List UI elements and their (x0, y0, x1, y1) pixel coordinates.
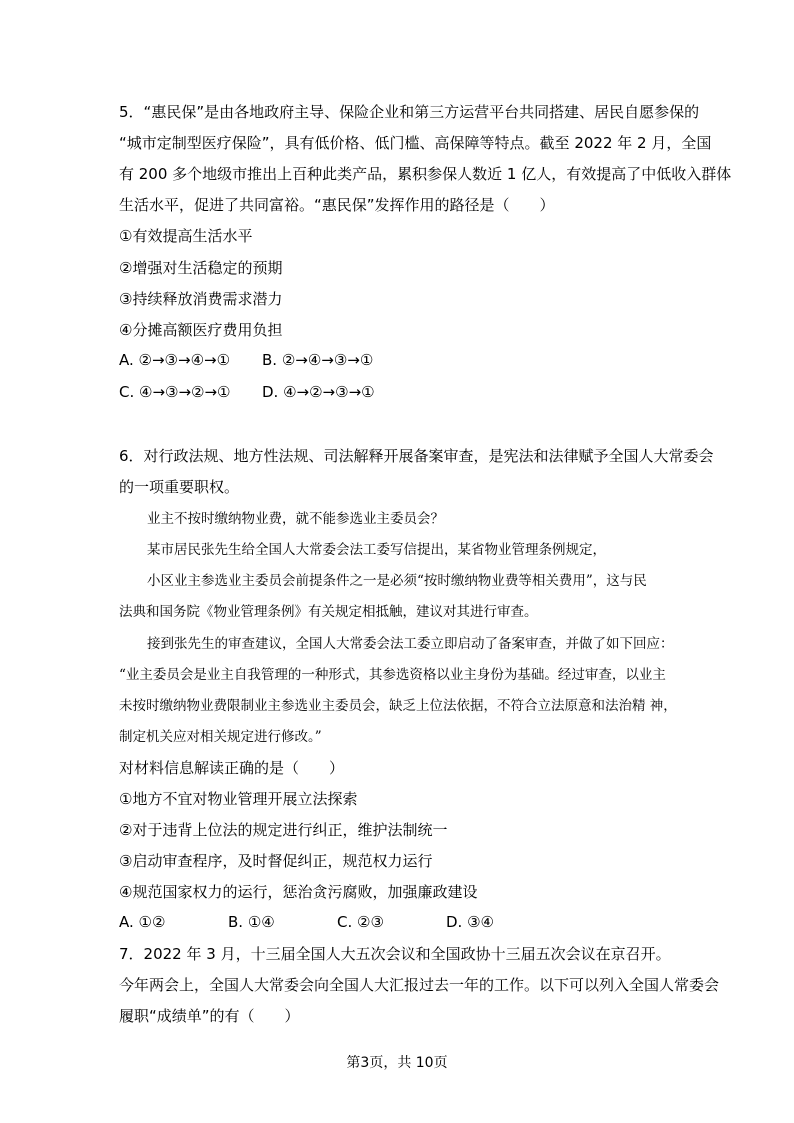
q6-option-a[interactable]: A. ①② (119, 913, 166, 931)
q5-line-1: 5．“惠民保”是由各地政府主导、保险企业和第三方运营平台共同搭建、居民自愿参保的 (119, 103, 700, 121)
q5-item-4: ④分摊高额医疗费用负担 (119, 321, 283, 339)
q5-option-d[interactable]: D. ④→②→③→① (262, 383, 375, 401)
q5-line-4: 生活水平，促进了共同富裕。“惠民保”发挥作用的路径是（ ） (119, 196, 555, 214)
q6-material-3: 小区业主参选业主委员会前提条件之一是必须“按时缴纳物业费等相关费用”，这与民 (147, 573, 647, 589)
q6-item-1: ①地方不宜对物业管理开展立法探索 (119, 790, 358, 808)
q5-option-a[interactable]: A. ②→③→④→① (119, 351, 231, 369)
q5-option-b[interactable]: B. ②→④→③→① (262, 351, 374, 369)
q5-item-2: ②增强对生活稳定的预期 (119, 259, 283, 277)
q6-material-1: 业主不按时缴纳物业费，就不能参选业主委员会？ (147, 511, 444, 527)
q5-item-1: ①有效提高生活水平 (119, 227, 253, 245)
q6-item-2: ②对于违背上位法的规定进行纠正，维护法制统一 (119, 821, 448, 839)
q6-material-4: 法典和国务院《物业管理条例》有关规定相抵触，建议对其进行审查。 (119, 604, 538, 620)
q6-option-b[interactable]: B. ①④ (228, 913, 275, 931)
q6-material-2: 某市居民张先生给全国人大常委会法工委写信提出，某省物业管理条例规定， (147, 542, 606, 558)
q6-option-c[interactable]: C. ②③ (337, 913, 384, 931)
q6-option-d[interactable]: D. ③④ (446, 913, 494, 931)
q7-line-2: 今年两会上，全国人大常委会向全国人大汇报过去一年的工作。以下可以列入全国人常委会 (119, 976, 720, 994)
q6-line-1: 6．对行政法规、地方性法规、司法解释开展备案审查，是宪法和法律赋予全国人大常委会 (119, 447, 714, 465)
q6-item-4: ④规范国家权力的运行，惩治贪污腐败，加强廉政建设 (119, 883, 478, 901)
page-footer: 第3页，共 10页 (346, 1055, 448, 1071)
q6-material-7: 未按时缴纳物业费限制业主参选业主委员会，缺乏上位法依据，不符合立法原意和法治精 神， (119, 698, 677, 714)
q7-line-1: 7．2022 年 3 月，十三届全国人大五次会议和全国政协十三届五次会议在京召开。 (119, 945, 671, 963)
q5-line-3: 有 200 多个地级市推出上百种此类产品，累积参保人数近 1 亿人，有效提高了中低收入群体 (119, 165, 732, 183)
q6-material-6: “业主委员会是业主自我管理的一种形式，其参选资格以业主身份为基础。经过审查，以业主 (119, 667, 666, 683)
q6-line-2: 的一项重要职权。 (119, 478, 240, 496)
q6-stem: 对材料信息解读正确的是（ ） (119, 759, 345, 777)
q6-material-5: 接到张先生的审查建议，全国人大常委会法工委立即启动了备案审查，并做了如下回应： (147, 636, 674, 652)
q5-line-2: “城市定制型医疗保险”，具有低价格、低门槛、高保障等特点。截至 2022 年 2 月，全国 (119, 134, 712, 152)
q5-option-c[interactable]: C. ④→③→②→① (119, 383, 231, 401)
q5-item-3: ③持续释放消费需求潜力 (119, 290, 283, 308)
q7-line-3: 履职“成绩单”的有（ ） (119, 1007, 300, 1025)
q6-material-8: 制定机关应对相关规定进行修改。” (119, 729, 322, 745)
q6-item-3: ③启动审查程序，及时督促纠正，规范权力运行 (119, 852, 433, 870)
